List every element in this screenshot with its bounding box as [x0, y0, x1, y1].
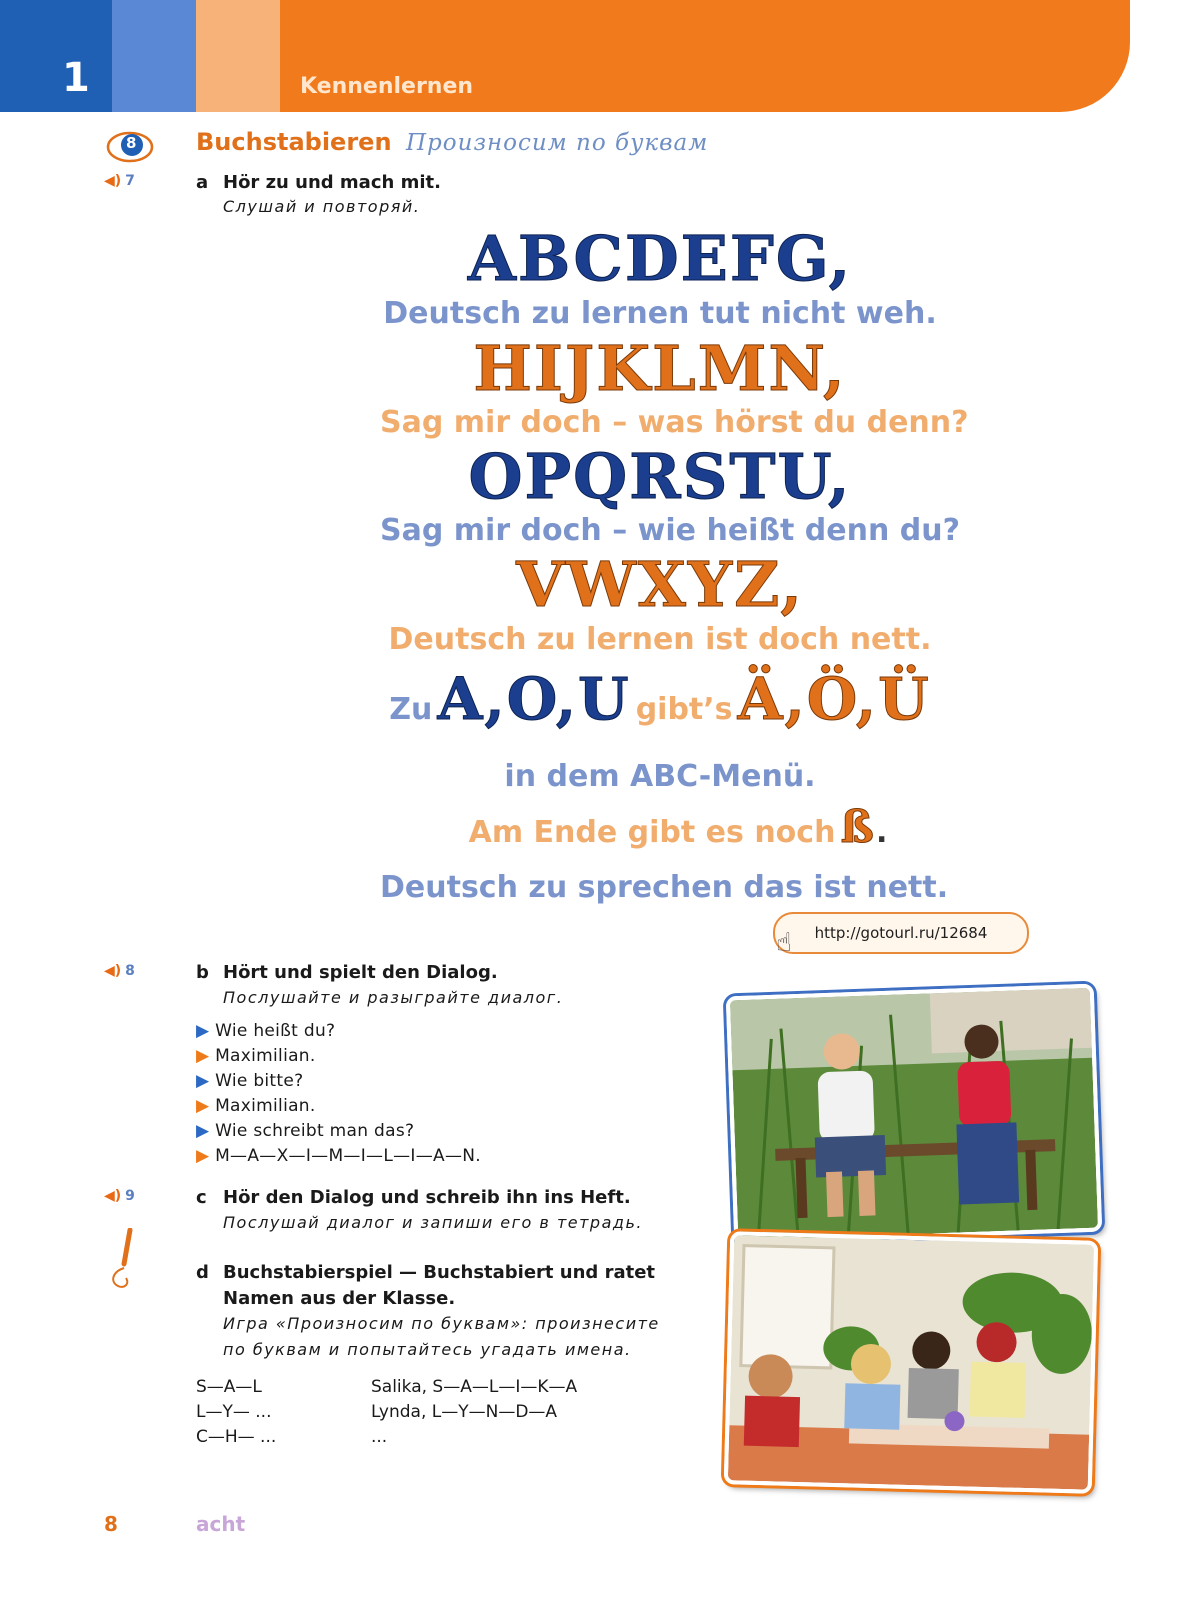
header-band-blue: [0, 0, 112, 112]
speaker-b-triangle-icon: ▶: [196, 1046, 210, 1066]
part-c-label: c: [196, 1187, 207, 1208]
speaker-icon: ◀︎): [104, 963, 122, 979]
chapter-number: 1: [62, 55, 90, 101]
online-link[interactable]: http://gotourl.ru/12684: [773, 912, 1029, 954]
song-umlaut-prefix: Zu: [389, 692, 433, 727]
photo-teens-bench: [726, 984, 1102, 1245]
speaker-a-triangle-icon: ▶: [196, 1021, 210, 1041]
dialog-line: ▶ Maximilian.: [196, 1046, 316, 1066]
spelling-example-row: C—H— ... ...: [196, 1427, 388, 1447]
header-band-peach: [196, 0, 280, 112]
song-letters-3: OPQRSTU,: [468, 440, 852, 513]
song-line-3: Sag mir doch – wie heißt denn du?: [380, 513, 961, 548]
song-eszett-line: [380, 802, 940, 863]
song-umlaut-line: [380, 661, 940, 752]
part-a-instruction-ru: Слушай и повторяй.: [223, 197, 421, 216]
part-d-instruction-1: Buchstabierspiel — Buchstabiert und ratet: [223, 1262, 656, 1283]
speaker-a-triangle-icon: ▶: [196, 1071, 210, 1091]
page-number-word: acht: [196, 1512, 246, 1536]
song-umlauts: Ä,Ö,Ü: [737, 665, 931, 733]
speaker-b-triangle-icon: ▶: [196, 1096, 210, 1116]
part-b-label: b: [196, 962, 209, 983]
exercise-number: 8: [126, 134, 137, 152]
dialog-line: ▶ Wie heißt du?: [196, 1021, 336, 1041]
part-b-instruction-ru: Послушайте и разыграйте диалог.: [223, 988, 564, 1007]
pointer-hand-icon: ☝: [776, 928, 792, 958]
exercise-title: Buchstabieren: [196, 128, 392, 156]
song-letters-1: ABCDEFG,: [467, 222, 853, 295]
audio-track-7[interactable]: ◀︎) 7: [104, 173, 135, 189]
song-line-1: Deutsch zu lernen tut nicht weh.: [383, 296, 937, 331]
dialog-line: ▶ Maximilian.: [196, 1096, 316, 1116]
part-c-instruction: Hör den Dialog und schreib ihn ins Heft.: [223, 1187, 631, 1208]
part-d-label: d: [196, 1262, 209, 1283]
spelling-example-row: S—A—L Salika, S—A—L—I—K—A: [196, 1377, 578, 1397]
song-letters-4: VWXYZ,: [516, 548, 804, 621]
song-line-6-end: .: [875, 815, 888, 850]
part-c-instruction-ru: Послушай диалог и запиши его в тетрадь.: [223, 1213, 643, 1232]
part-a-instruction: Hör zu und mach mit.: [223, 172, 441, 193]
part-d-instruction-ru-2: по буквам и попытайтесь угадать имена.: [223, 1340, 632, 1359]
part-d-instruction-ru-1: Игра «Произносим по буквам»: произнесите: [223, 1314, 660, 1333]
part-d-instruction-2: Namen aus der Klasse.: [223, 1288, 456, 1309]
exercise-title-ru: Произносим по буквам: [406, 130, 709, 156]
dialog-line: ▶ Wie bitte?: [196, 1071, 304, 1091]
writing-pen-icon: [106, 1228, 142, 1296]
speaker-icon: ◀︎): [104, 1188, 122, 1204]
chapter-title: Kennenlernen: [300, 74, 474, 99]
audio-track-9[interactable]: ◀︎) 9: [104, 1188, 135, 1204]
dialog-line: ▶ Wie schreibt man das?: [196, 1121, 415, 1141]
song-vowels: A,O,U: [437, 665, 631, 733]
part-a-label: a: [196, 172, 209, 193]
song-line-4: Deutsch zu lernen ist doch nett.: [388, 622, 932, 657]
alphabet-song: [380, 222, 969, 913]
song-line-5: in dem ABC-Menü.: [504, 759, 816, 794]
speaker-icon: ◀︎): [104, 173, 122, 189]
song-line-7: Deutsch zu sprechen das ist nett.: [380, 870, 949, 905]
header-band-lightblue: [112, 0, 196, 112]
spelling-example-row: L—Y— ... Lynda, L—Y—N—D—A: [196, 1402, 558, 1422]
speaker-b-triangle-icon: ▶: [196, 1146, 210, 1166]
part-b-instruction: Hört und spielt den Dialog.: [223, 962, 498, 983]
song-eszett: ß: [840, 802, 876, 853]
audio-track-8[interactable]: ◀︎) 8: [104, 963, 135, 979]
song-umlaut-mid: gibt’s: [635, 692, 733, 727]
song-line-6: Am Ende gibt es noch: [468, 815, 836, 850]
song-line-2: Sag mir doch – was hörst du denn?: [380, 405, 969, 440]
photo-teens-table: [724, 1231, 1098, 1494]
dialog-line: ▶ M—A—X—I—M—I—L—I—A—N.: [196, 1146, 481, 1166]
song-letters-2: HIJKLMN,: [473, 332, 847, 405]
exercise-number-badge: [106, 130, 154, 164]
page-number: 8: [104, 1512, 118, 1536]
speaker-a-triangle-icon: ▶: [196, 1121, 210, 1141]
dialog-list: [196, 1021, 481, 1171]
